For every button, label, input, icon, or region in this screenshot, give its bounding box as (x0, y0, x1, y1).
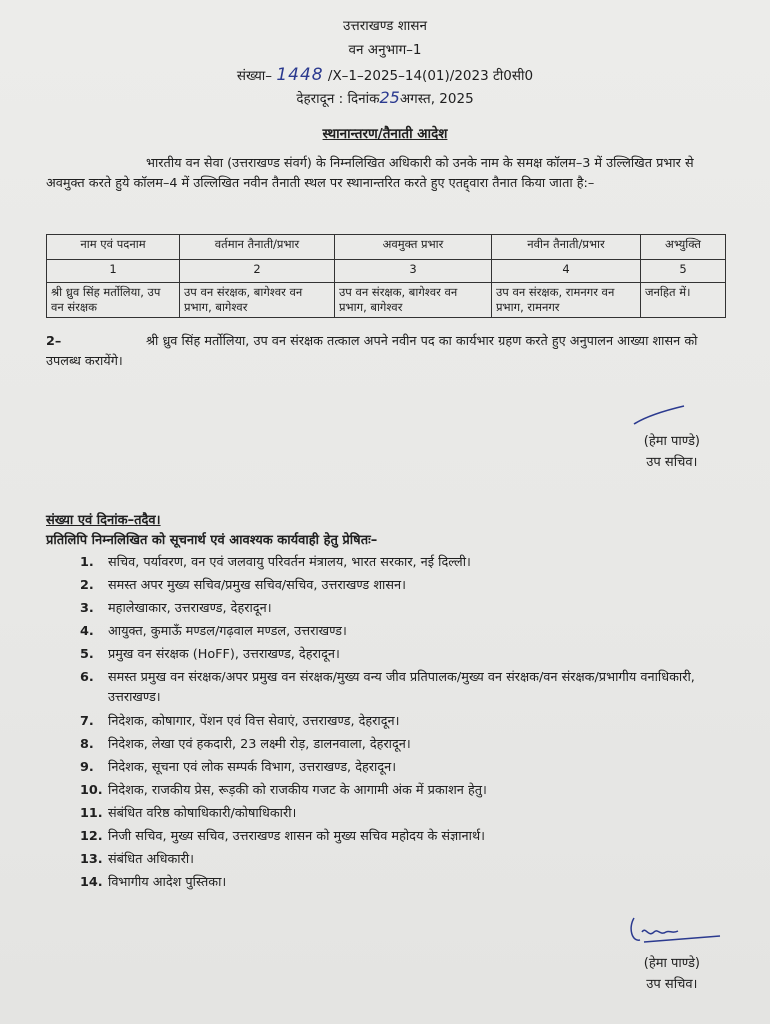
list-item (80, 668, 730, 708)
cc-list (80, 553, 730, 896)
date-suffix: अगस्त, 2025 (399, 91, 474, 107)
list-item-number: 3. (80, 601, 94, 617)
list-item-number: 14. (80, 875, 103, 891)
date-handwritten: 25 (379, 88, 400, 107)
list-item (80, 850, 730, 870)
signatory-designation: उप सचिव। (646, 454, 698, 470)
table-cell-current: उप वन संरक्षक, बागेश्वर वन प्रभाग, बागेश्वर (180, 283, 335, 318)
signature-block-1 (644, 434, 700, 472)
list-item-text: निदेशक, कोषागार, पेंशन एवं वित्त सेवाएं, उत्तराखण्ड, देहरादून। (108, 713, 400, 729)
list-item (80, 735, 730, 755)
signature-mark-1 (630, 400, 690, 430)
list-item-text: समस्त प्रमुख वन संरक्षक/अपर प्रमुख वन संरक्षक/मुख्य वन्य जीव प्रतिपालक/मुख्य वन संरक्षक/वन संरक्षक/प्रभागीय वनाधिकारी, उत्तराखण्ड। (108, 670, 695, 706)
table-cell-remark: जनहित में। (641, 283, 726, 318)
intro-paragraph: भारतीय वन सेवा (उत्तराखण्ड संवर्ग) के निम्नलिखित अधिकारी को उनके नाम के समक्ष कॉलम–3 में उल्लिखित प्रभार से अवमुक्त करते हुये कॉलम–4 में उल्लिखित नवीन तैनाती स्थल पर स्थानान्तरित करते हुए एतद्द्वारा तैनात किया जाता है:– (46, 156, 694, 191)
signatory-name: (हेमा पाण्डे) (643, 434, 700, 449)
transfer-table (46, 234, 726, 318)
list-item (80, 712, 730, 732)
table-number-cell: 1 (47, 260, 180, 283)
subject-heading: स्थानान्तरण/तैनाती आदेश (322, 126, 448, 142)
table-number-cell: 3 (335, 260, 492, 283)
department-name: वन अनुभाग–1 (348, 42, 422, 58)
list-item-text: प्रमुख वन संरक्षक (HoFF), उत्तराखण्ड, देहरादून। (108, 647, 340, 663)
table-number-row (47, 260, 726, 283)
list-item (80, 599, 730, 619)
order-number-label: संख्या– (236, 68, 273, 84)
list-item-number: 6. (80, 670, 94, 686)
cc-heading: प्रतिलिपि निम्नलिखित को सूचनार्थ एवं आवश्यक कार्यवाही हेतु प्रेषितः– (46, 533, 378, 548)
list-item-number: 7. (80, 713, 94, 729)
table-header-cell: नवीन तैनाती/प्रभार (492, 235, 641, 260)
list-item-text: आयुक्त, कुमाऊँ मण्डल/गढ़वाल मण्डल, उत्तराखण्ड। (108, 624, 347, 640)
table-header-cell: अवमुक्त प्रभार (335, 235, 492, 260)
list-item-number: 12. (80, 829, 103, 845)
table-cell-name: श्री ध्रुव सिंह मर्तोलिया, उप वन संरक्षक (47, 283, 180, 318)
list-item (80, 781, 730, 801)
order-number-line (0, 64, 770, 86)
list-item (80, 758, 730, 778)
table-row (47, 283, 726, 318)
list-item (80, 827, 730, 847)
list-item-number: 13. (80, 852, 103, 868)
cc-number-date: संख्या एवं दिनांक–तदैव। (46, 513, 161, 528)
list-item-number: 9. (80, 759, 94, 775)
list-item-text: निदेशक, राजकीय प्रेस, रूड़की को राजकीय गजट के आगामी अंक में प्रकाशन हेतु। (108, 782, 487, 798)
signature-block-2 (644, 956, 700, 994)
list-item-number: 4. (80, 624, 94, 640)
order-number-suffix: /X–1–2025–14(01)/2023 टी0सी0 (327, 68, 534, 84)
signature-mark-2 (624, 912, 724, 950)
paragraph-2-number: 2– (46, 334, 62, 349)
list-item-text: समस्त अपर मुख्य सचिव/प्रमुख सचिव/सचिव, उत्तराखण्ड शासन। (108, 578, 406, 594)
list-item-number: 2. (80, 578, 94, 594)
table-header-cell: वर्तमान तैनाती/प्रभार (180, 235, 335, 260)
signatory2-designation: उप सचिव। (646, 976, 698, 992)
table-header-cell: अभ्युक्ति (641, 235, 726, 260)
list-item-number: 5. (80, 647, 94, 663)
place-date-line (0, 88, 770, 109)
list-item-number: 10. (80, 782, 103, 798)
list-item-text: सचिव, पर्यावरण, वन एवं जलवायु परिवर्तन मंत्रालय, भारत सरकार, नई दिल्ली। (108, 555, 471, 570)
table-number-cell: 2 (180, 260, 335, 283)
list-item-text: निदेशक, लेखा एवं हकदारी, 23 लक्ष्मी रोड़, डालनवाला, देहरादून। (108, 736, 411, 752)
list-item-number: 1. (80, 555, 94, 570)
place-date-prefix: देहरादून : दिनांक (296, 91, 380, 107)
table-cell-new: उप वन संरक्षक, रामनगर वन प्रभाग, रामनगर (492, 283, 641, 318)
table-cell-relieved: उप वन संरक्षक, बागेश्वर वन प्रभाग, बागेश्वर (335, 283, 492, 318)
order-number-handwritten: 1448 (276, 65, 324, 85)
table-header-cell: नाम एवं पदनाम (47, 235, 180, 260)
paragraph-2 (46, 332, 726, 372)
list-item-text: संबंधित अधिकारी। (108, 852, 195, 868)
list-item (80, 804, 730, 824)
list-item (80, 873, 730, 893)
list-item-text: निदेशक, सूचना एवं लोक सम्पर्क विभाग, उत्तराखण्ड, देहरादून। (108, 759, 397, 775)
list-item-number: 11. (80, 805, 103, 821)
list-item-text: महालेखाकार, उत्तराखण्ड, देहरादून। (108, 601, 272, 617)
list-item-text: संबंधित वरिष्ठ कोषाधिकारी/कोषाधिकारी। (108, 805, 297, 821)
list-item-text: विभागीय आदेश पुस्तिका। (108, 875, 227, 891)
list-item-text: निजी सचिव, मुख्य सचिव, उत्तराखण्ड शासन को मुख्य सचिव महोदय के संज्ञानार्थ। (108, 829, 485, 845)
list-item (80, 576, 730, 596)
list-item-number: 8. (80, 736, 94, 752)
list-item (80, 553, 730, 573)
list-item (80, 645, 730, 665)
list-item (80, 622, 730, 642)
government-name: उत्तराखण्ड शासन (342, 18, 427, 34)
paragraph-2-text: श्री ध्रुव सिंह मर्तोलिया, उप वन संरक्षक तत्काल अपने नवीन पद का कार्यभार ग्रहण करते हुए अनुपालन आख्या शासन को उपलब्ध करायेंगे। (46, 334, 698, 369)
table-number-cell: 5 (641, 260, 726, 283)
signatory2-name: (हेमा पाण्डे) (643, 956, 700, 971)
table-header-row (47, 235, 726, 260)
table-number-cell: 4 (492, 260, 641, 283)
